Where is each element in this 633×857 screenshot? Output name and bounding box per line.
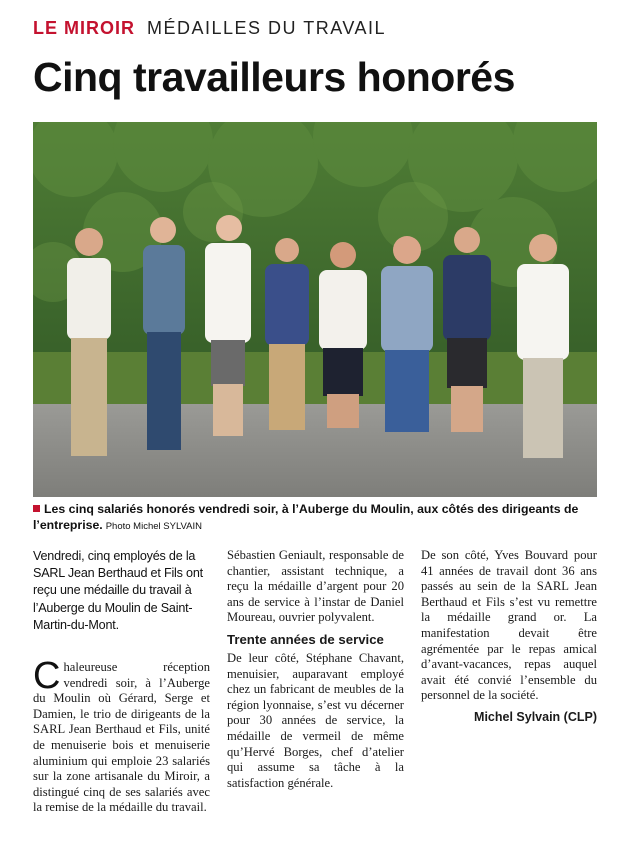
person-8 — [517, 234, 569, 458]
rubric-header — [33, 18, 386, 44]
person-4 — [265, 238, 309, 430]
article-photo — [33, 122, 597, 497]
paragraph-1-text: haleureuse réception vendredi soir, à l’Auberge du Moulin où Gérard, Serge et Damien, le trio de dirigeants de la SARL Jean Berthaud et Fils, unité de menuiserie bois et menuiserie aluminium qui emploie 23 salariés sur la zone artisanale du Miroir, a distingué cinq de ses salariés avec la remise de la médaille du travail. — [33, 660, 210, 815]
article-chapo: Vendredi, cinq employés de la SARL Jean Berthaud et Fils ont reçu une médaille du travail à l’Auberge du Moulin de Saint-Martin-du-Mont. — [33, 549, 203, 632]
article-headline: Cinq travailleurs honorés — [33, 54, 515, 100]
drop-cap: C — [33, 655, 61, 698]
article-column-2 — [227, 548, 404, 791]
article-subhead: Trente années de service — [227, 631, 384, 647]
topic-label: MÉDAILLES DU TRAVAIL — [147, 18, 387, 38]
group-photo-illustration — [33, 122, 597, 497]
caption-marker — [33, 505, 40, 512]
person-1 — [67, 228, 111, 456]
asphalt-ground — [33, 404, 597, 497]
article-column-1 — [33, 548, 210, 816]
grass-strip — [33, 352, 597, 407]
photo-caption — [33, 501, 597, 535]
article-signature: Michel Sylvain (CLP) — [474, 709, 597, 724]
section-label: LE MIROIR — [33, 18, 135, 38]
person-2 — [143, 217, 185, 450]
article-column-3 — [421, 548, 597, 726]
article-paragraph-3: De leur côté, Stéphane Chavant, menuisier, auparavant employé chez un fabricant de meubles de la région lyonnaise, s’est vu décerner pour 30 années de service, la médaille de vermeil de même qu’Hervé Borges, chef d’atelier qui assume sa tâche à la satisfaction générale. — [227, 650, 404, 790]
caption-text: Les cinq salariés honorés vendredi soir, à l’Auberge du Moulin, aux côtés des dirigeants de l’entreprise. — [33, 502, 579, 532]
photo-credit: Photo Michel SYLVAIN — [105, 521, 202, 532]
article-paragraph-2: Sébastien Geniault, responsable de chantier, assistant technique, a reçu la médaille d’argent pour 20 ans de service à l’instar de Daniel Moureau, ouvrier polyvalent. — [227, 548, 404, 625]
article-paragraph-4: De son côté, Yves Bouvard pour 41 années de travail dont 36 ans passés au sein de la SARL Jean Berthaud et Fils s’est vu remettre la médaille grand or. La manifestation devait être agrémentée par le repas amical d’avant-vacances, repas auquel avait été convié l’ensemble du personnel de la société. — [421, 548, 597, 703]
article-paragraph-1 — [33, 655, 210, 816]
